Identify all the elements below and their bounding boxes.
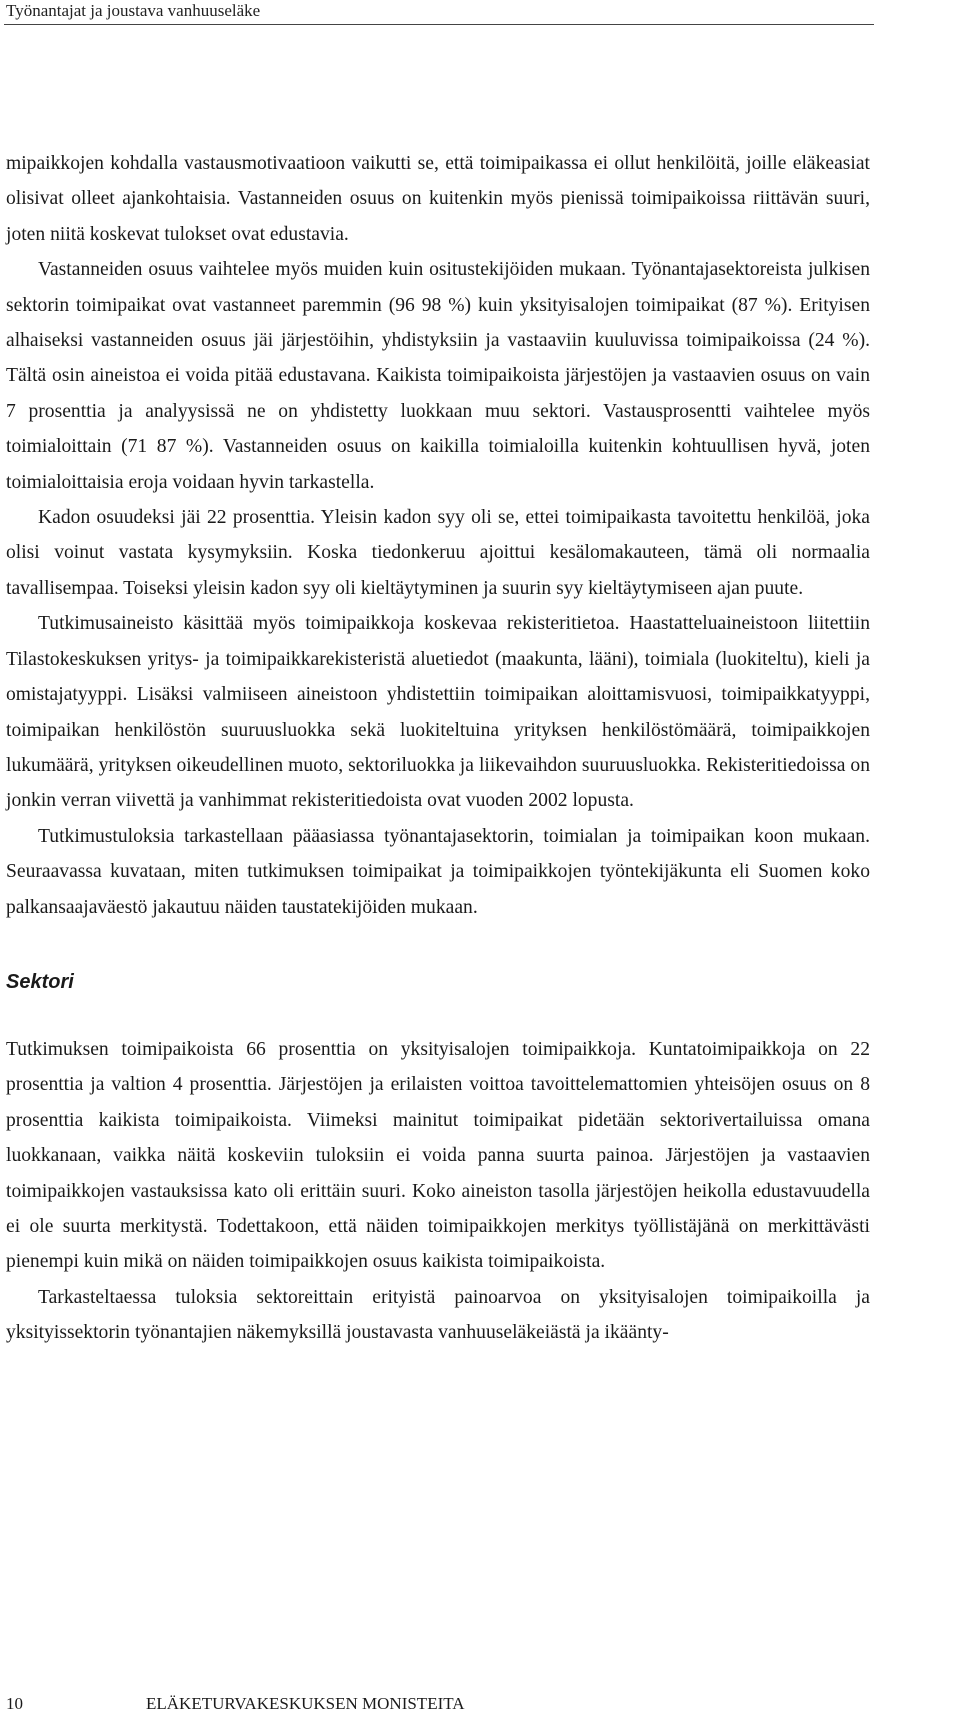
paragraph-nonresponse: Kadon osuudeksi jäi 22 prosenttia. Yleisin kadon syy oli se, ettei toimipaikasta tavoitettu henkilöä, joka olisi voinut vastata kysymyksiin. Koska tiedonkeruu ajoittui kesälomakauteen, tämä oli normaalia tavallisempaa. Toiseksi yleisin kadon syy oli kieltäytyminen ja suurin syy kieltäytymiseen ajan puute.	[6, 507, 870, 599]
publication-series: ELÄKETURVAKESKUKSEN MONISTEITA	[146, 1694, 465, 1713]
paragraph-sector-weighting: Tarkasteltaessa tuloksia sektoreittain erityistä painoarvoa on yksityisalojen toimipaikoilla ja yksityissektorin työnantajien näkemyksillä joustavasta vanhuuseläkeiästä ja ikäänty-	[6, 1286, 870, 1344]
paragraph-sector-shares: Tutkimuksen toimipaikoista 66 prosenttia on yksityisalojen toimipaikkoja. Kuntatoimipaikkoja on 22 prosenttia ja valtion 4 prosenttia. Järjestöjen ja erilaisten voittoa tavoittelemattomien yhteisöjen osuus on 8 prosenttia kaikista toimipaikoista. Viimeksi mainitut toimipaikat pidetään sektorivertailuissa omana luokkanaan, vaikka näitä koskeviin tuloksiin ei voida panna suurta painoa. Järjestöjen ja vastaavien toimipaikkojen vastauksissa kato oli erittäin suuri. Koko aineiston tasolla järjestöjen heikolla edustavuudella ei ole suurta merkitystä. Todettakoon, että näiden toimipaikkojen merkitys työllistäjänä on merkittävästi pienempi kuin mikä on näiden toimipaikkojen osuus kaikista toimipaikoista.	[6, 1038, 870, 1273]
running-header: Työnantajat ja joustava vanhuuseläke	[6, 1, 261, 20]
section-heading: Sektori	[6, 970, 74, 993]
paragraph-response-rates: Vastanneiden osuus vaihtelee myös muiden kuin ositustekijöiden mukaan. Työnantajasektoreista julkisen sektorin toimipaikat ovat vastanneet paremmin (96 98 %) kuin yksityisalojen toimipaikat (87 %). Erityisen alhaiseksi vastanneiden osuus jäi järjestöihin, yhdistyksiin ja vastaaviin kuuluvissa toimipaikoissa (24 %). Tältä osin aineistoa ei voida pitää edustavana. Kaikista toimipaikoista järjestöjen ja vastaavien osuus on vain 7 prosenttia ja analyysissä ne on yhdistetty luokkaan muu sektori. Vastausprosentti vaihtelee myös toimialoittain (71 87 %). Vastanneiden osuus on kaikilla toimialoilla kuitenkin kohtuullisen hyvä, joten toimialoittaisia eroja voidaan hyvin tarkastella.	[6, 259, 870, 493]
paragraph-register-data: Tutkimusaineisto käsittää myös toimipaikkoja koskevaa rekisteritietoa. Haastatteluaineistoon liitettiin Tilastokeskuksen yritys- ja toimipaikkarekisteristä aluetiedot (maakunta, lääni), toimiala (luokiteltu), kieli ja omistajatyyppi. Lisäksi valmiiseen aineistoon yhdistettiin toimipaikan aloittamisvuosi, toimipaikkatyyppi, toimipaikan henkilöstön suuruusluokka sekä luokiteltuina yrityksen henkilöstömäärä, toimipaikkojen lukumäärä, yrityksen oikeudellinen muoto, sektoriluokka ja liikevaihdon suuruusluokka. Rekisteritiedoissa on jonkin verran viivettä ja vanhimmat rekisteritiedoista ovat vuoden 2002 lopusta.	[6, 613, 870, 812]
page-number: 10	[6, 1694, 23, 1713]
header-divider	[4, 24, 874, 25]
page-footer	[6, 1693, 465, 1715]
document-body	[6, 146, 870, 1351]
paragraph-continuation: mipaikkojen kohdalla vastausmotivaatioon vaikutti se, että toimipaikassa ei ollut henkilöitä, joille eläkeasiat olisivat olleet ajankohtaisia. Vastanneiden osuus on kuitenkin myös pienissä toimipaikoissa riittävän suuri, joten niitä koskevat tulokset ovat edustavia.	[6, 153, 870, 245]
paragraph-results-overview: Tutkimustuloksia tarkastellaan pääasiassa työnantajasektorin, toimialan ja toimipaikan koon mukaan. Seuraavassa kuvataan, miten tutkimuksen toimipaikat ja toimipaikkojen työntekijäkunta eli Suomen koko palkansaajaväestö jakautuu näiden taustatekijöiden mukaan.	[6, 825, 870, 918]
